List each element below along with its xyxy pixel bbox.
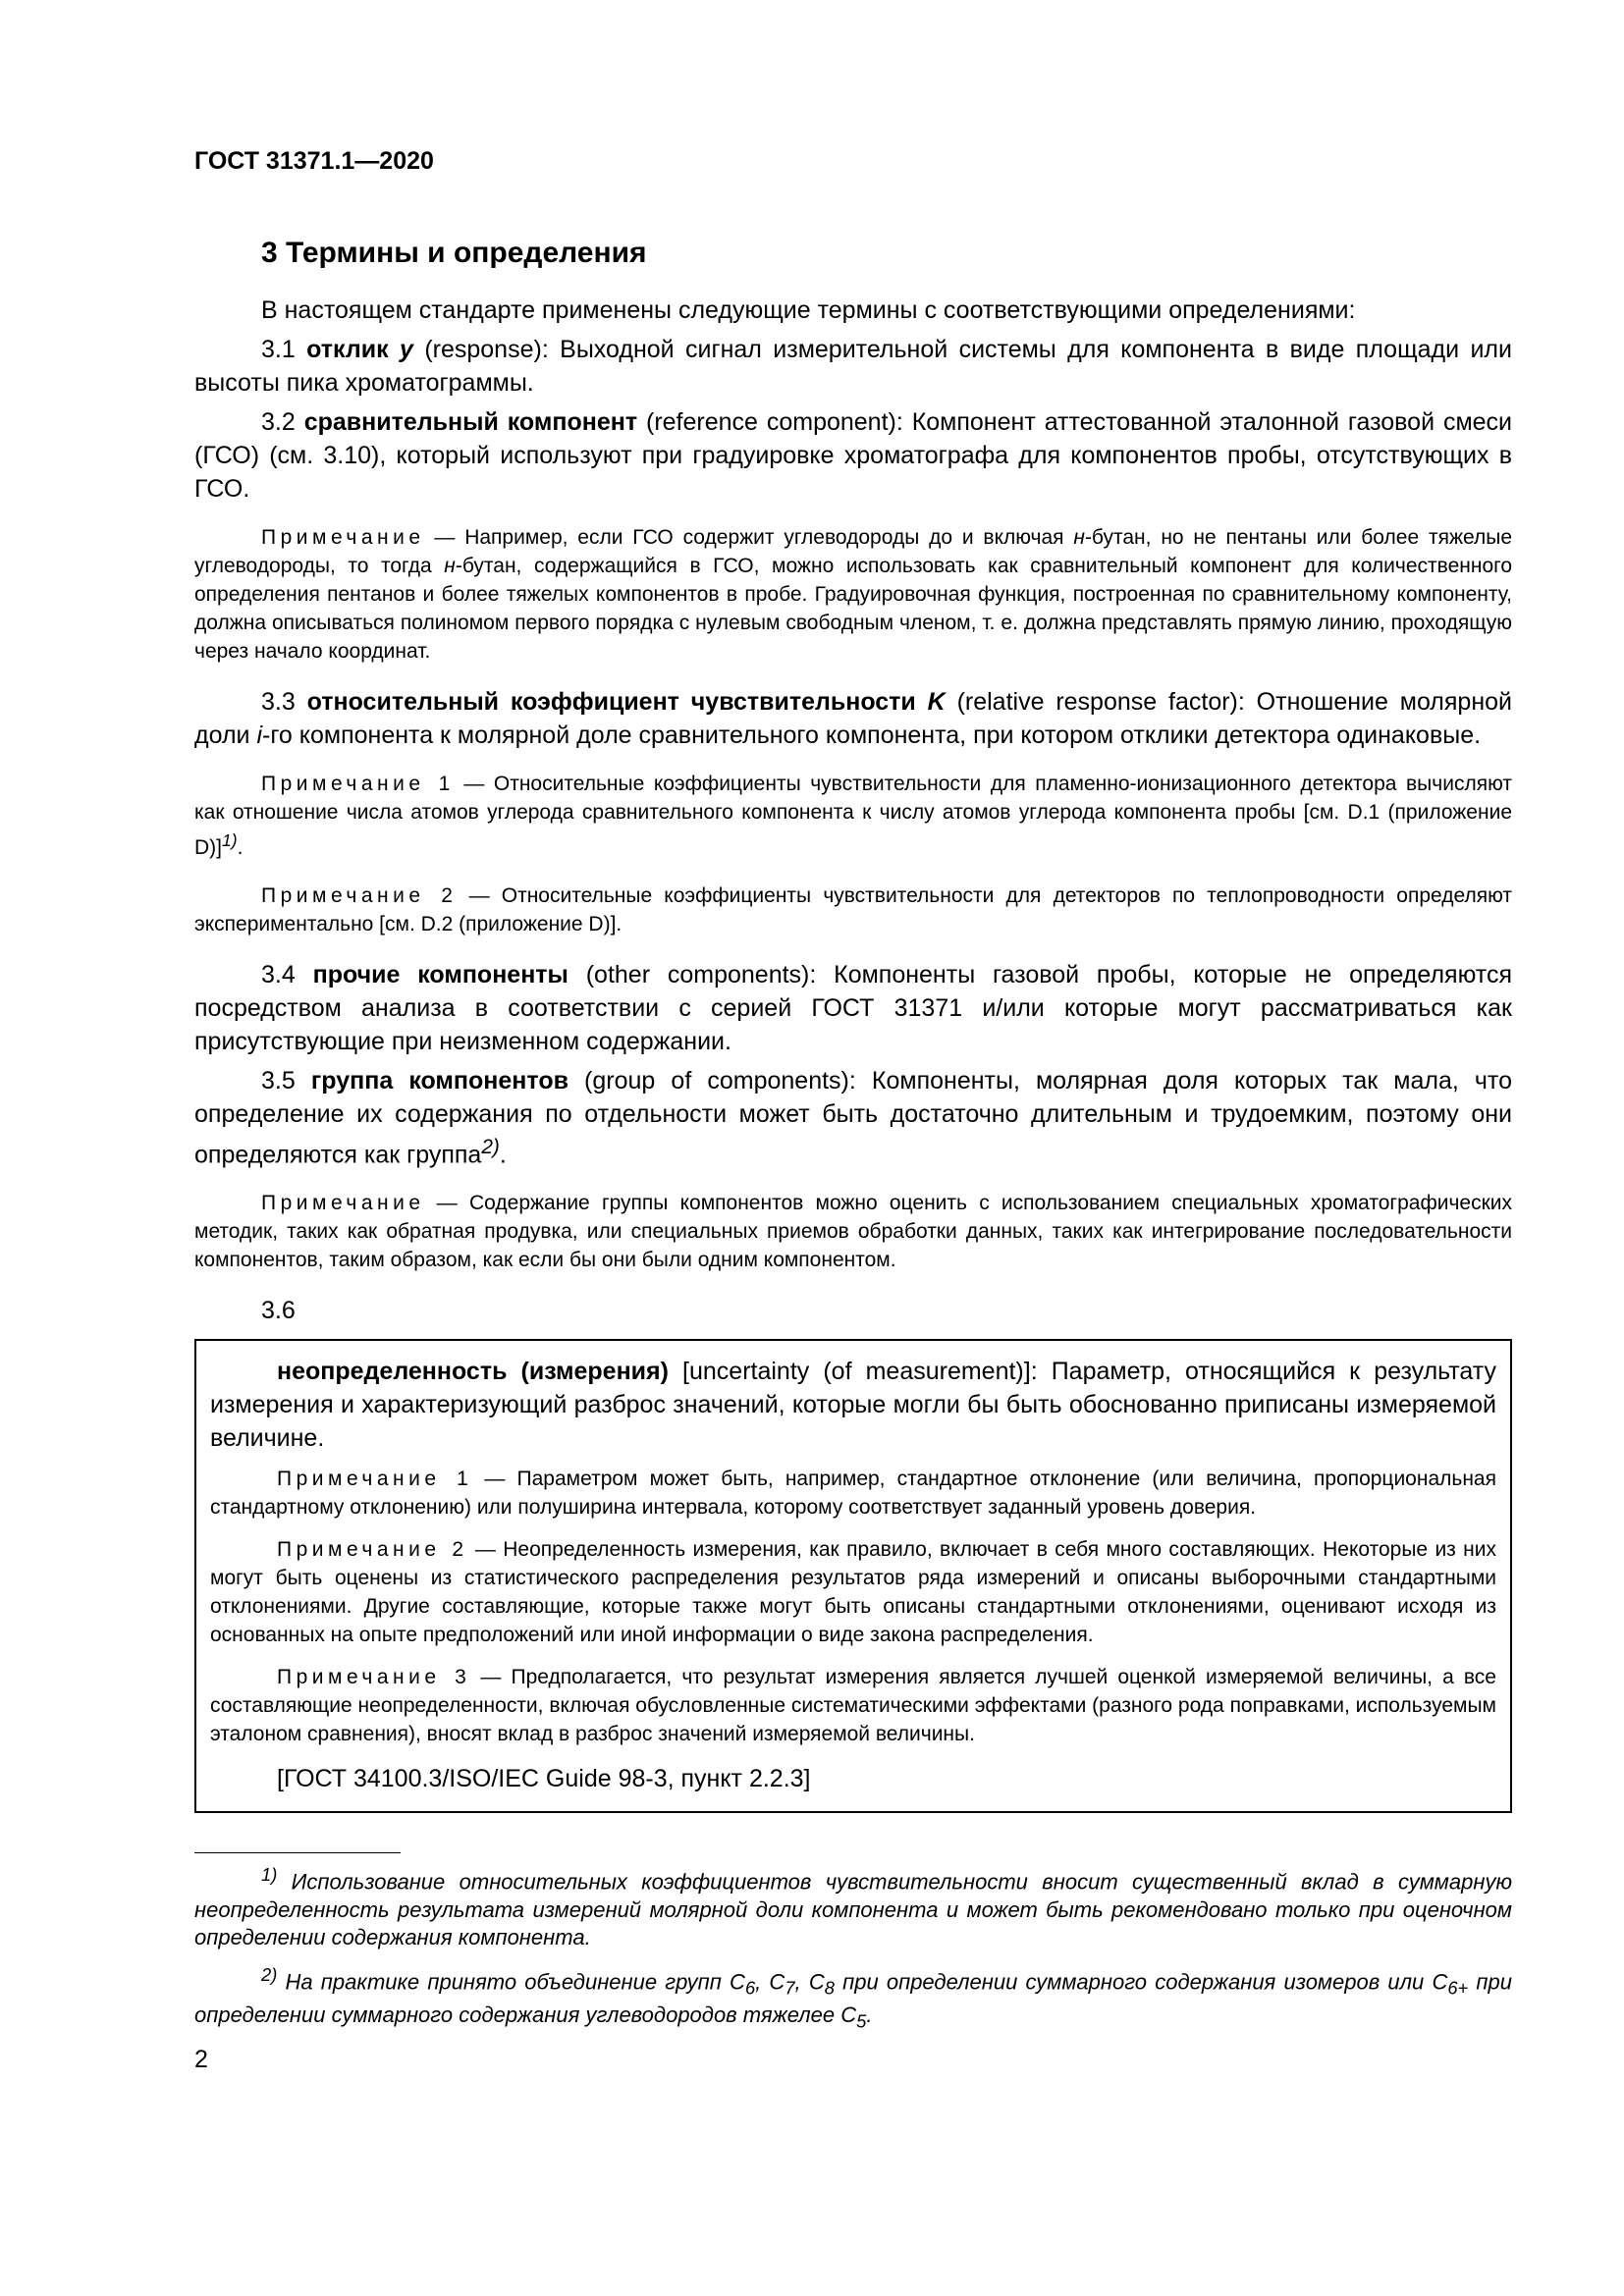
term-name: прочие компоненты — [312, 961, 568, 988]
term-3-2 — [194, 405, 1512, 506]
subscript: 6+ — [1447, 1977, 1469, 1999]
footnote-mark: 1) — [261, 1864, 278, 1886]
footnote-divider — [194, 1852, 401, 1853]
note-text: — Предполагается, что результат измерения является лучшей оценкой измеряемой величины, а все составляющие неопределенности, включая обусловленные систематическими эффектами (разного рода поправками, используемым эталоном сравнения), вносят вклад в разброс значений измеряемой величины. — [210, 1666, 1496, 1746]
term-3-6-number: 3.6 — [261, 1297, 296, 1325]
footnote-2 — [194, 1961, 1512, 2036]
page-number: 2 — [194, 2045, 208, 2073]
source-reference: [ГОСТ 34100.3/ISO/IEC Guide 98-3, пункт 2.2.3] — [277, 1765, 811, 1793]
term-name: неопределенность (измерения) — [277, 1358, 669, 1386]
term-3-5 — [194, 1064, 1512, 1171]
term-definition: [uncertainty (of measurement)]: Параметр, относящийся к результату измерения и характеризующий разброс значений, которые могли бы быть обоснованно приписаны измеряемой величине. — [210, 1358, 1496, 1453]
term-definition: (reference component): Компонент аттестованной эталонной газовой смеси (ГСО) (см. 3.10), который используют при градуировке хроматографа для компонентов пробы, отсутствующих в ГСО. — [194, 408, 1512, 503]
term-definition: -го компонента к молярной доле сравнительного компонента, при котором отклики детектора одинаковые. — [262, 721, 1482, 749]
term-definition: (relative response factor): Отношение молярной доли — [194, 688, 1513, 749]
note-text: — Параметром может быть, например, стандартное отклонение (или величина, пропорциональная стандартному отклонению) или полуширина интервала, которому соответствует заданный уровень доверия. — [210, 1468, 1496, 1520]
note-label: Примечание 2 — [261, 884, 458, 907]
term-name: относительный коэффициент чувствительности — [306, 688, 916, 716]
footnote-text: при определении суммарного содержания изомеров или C — [834, 1968, 1448, 1994]
note-3-6-2 — [210, 1535, 1496, 1649]
note-text: — Например, если ГСО содержит углеводороды до и включая — [424, 526, 1074, 549]
subscript: 6 — [744, 1977, 756, 1999]
term-definition: . — [499, 1141, 507, 1169]
section-title: 3 Термины и определения — [261, 237, 647, 269]
note-text: — Неопределенность измерения, как правило, включает в себя много составляющих. Некоторые из них могут быть оценены из статистического распределения результатов ряда измерений и описаны выборочными стандартными отклонениями. Другие составляющие, которые также могут быть описаны стандартными отклонениями, оценивают исходя из основанных на опыте предположений или иной информации о виде закона распределения. — [210, 1538, 1496, 1647]
term-name: сравнительный компонент — [303, 408, 638, 436]
footnote-text: , C — [755, 1968, 785, 1994]
subscript: 8 — [824, 1977, 835, 1999]
document-page — [194, 147, 1512, 2074]
note-text: . — [237, 836, 244, 859]
note-text: -бутан, содержащийся в ГСО, можно использовать как сравнительный компонент для количественного определения пентанов и более тяжелых компонентов в пробе. Градуировочная функция, построенная по сравнительному компоненту, должна описываться полиномом первого порядка с нулевым свободным членом, т. е. должна представлять прямую линию, проходящую через начало координат. — [194, 555, 1512, 663]
term-number: 3.2 — [261, 408, 296, 436]
footnote-text: . — [866, 2002, 873, 2028]
footnote-text: , C — [794, 1968, 825, 1994]
term-definition: (response): Выходной сигнал измерительной системы для компонента в виде площади или высоты пика хроматограммы. — [194, 336, 1512, 397]
note-3-3-1 — [194, 770, 1512, 862]
note-3-2 — [194, 523, 1512, 666]
term-symbol: K — [927, 688, 946, 716]
term-3-3 — [194, 685, 1512, 752]
term-3-6 — [210, 1355, 1496, 1455]
note-3-6-3 — [210, 1663, 1496, 1748]
term-name: группа компонентов — [310, 1067, 568, 1095]
term-number: 3.3 — [261, 688, 296, 716]
note-label: Примечание — [261, 526, 425, 549]
note-italic: н — [444, 555, 456, 577]
term-3-4 — [194, 958, 1512, 1058]
footnote-1 — [194, 1861, 1512, 1950]
term-3-1 — [194, 333, 1512, 400]
note-3-5 — [194, 1189, 1512, 1274]
term-italic: i — [256, 721, 263, 749]
footnote-text: при определении суммарного содержания углеводородов тяжелее C — [194, 1968, 1512, 2028]
note-label: Примечание 3 — [277, 1666, 471, 1689]
note-label: Примечание — [261, 1192, 425, 1215]
note-text: — Относительные коэффициенты чувствительности для детекторов по теплопроводности определяют экспериментально [см. D.2 (приложение D)]. — [194, 884, 1512, 935]
footnote-ref: 1) — [222, 830, 238, 850]
footnote-text: На практике принято объединение групп C — [277, 1968, 745, 1994]
note-label: Примечание 2 — [277, 1538, 468, 1562]
note-text: — Относительные коэффициенты чувствительности для пламенно-ионизационного детектора вычисляют как отношение числа атомов углерода сравнительного компонента к числу атомов углерода компонента пробы [см. D.1 (приложение D)] — [194, 773, 1512, 859]
footnote-mark: 2) — [261, 1963, 278, 1985]
note-text: -бутан, но не пентаны или более тяжелые углеводороды, то тогда — [194, 526, 1512, 577]
term-number: 3.1 — [261, 336, 296, 363]
document-code: ГОСТ 31371.1—2020 — [194, 147, 434, 175]
footnote-text: Использование относительных коэффициентов чувствительности вносит существенный вклад в суммарную неопределенность результата измерений молярной доли компонента и может быть рекомендовано только при оценочном определении содержания компонента. — [194, 1869, 1512, 1949]
term-symbol: y — [400, 336, 413, 363]
note-3-6-1 — [210, 1465, 1496, 1522]
term-definition: (other components): Компоненты газовой пробы, которые не определяются посредством анализа в соответствии с серией ГОСТ 31371 и/или которые могут рассматриваться как присутствующие при неизменном содержании. — [194, 961, 1512, 1055]
footnote-ref: 2) — [481, 1136, 500, 1158]
note-italic: н — [1073, 526, 1085, 549]
note-text: — Содержание группы компонентов можно оценить с использованием специальных хроматографических методик, таких как обратная продувка, или специальных приемов обработки данных, таких как интегрирование последовательности компонентов, таким образом, как если бы они были одним компонентом. — [194, 1192, 1512, 1272]
note-label: Примечание 1 — [277, 1468, 473, 1491]
quoted-term-box — [194, 1339, 1512, 1813]
subscript: 7 — [785, 1977, 795, 1999]
term-number: 3.5 — [261, 1067, 296, 1095]
term-name: отклик — [306, 336, 389, 363]
term-number: 3.4 — [261, 961, 296, 988]
subscript: 5 — [856, 2010, 867, 2032]
note-label: Примечание 1 — [261, 773, 455, 795]
term-definition: (group of components): Компоненты, молярная доля которых так мала, что определение их содержания по отдельности может быть достаточно длительным и трудоемким, поэтому они определяются как группа — [194, 1067, 1512, 1169]
section-intro: В настоящем стандарте применены следующие термины с соответствующими определениями: — [261, 296, 1356, 324]
note-3-3-2 — [194, 881, 1512, 938]
